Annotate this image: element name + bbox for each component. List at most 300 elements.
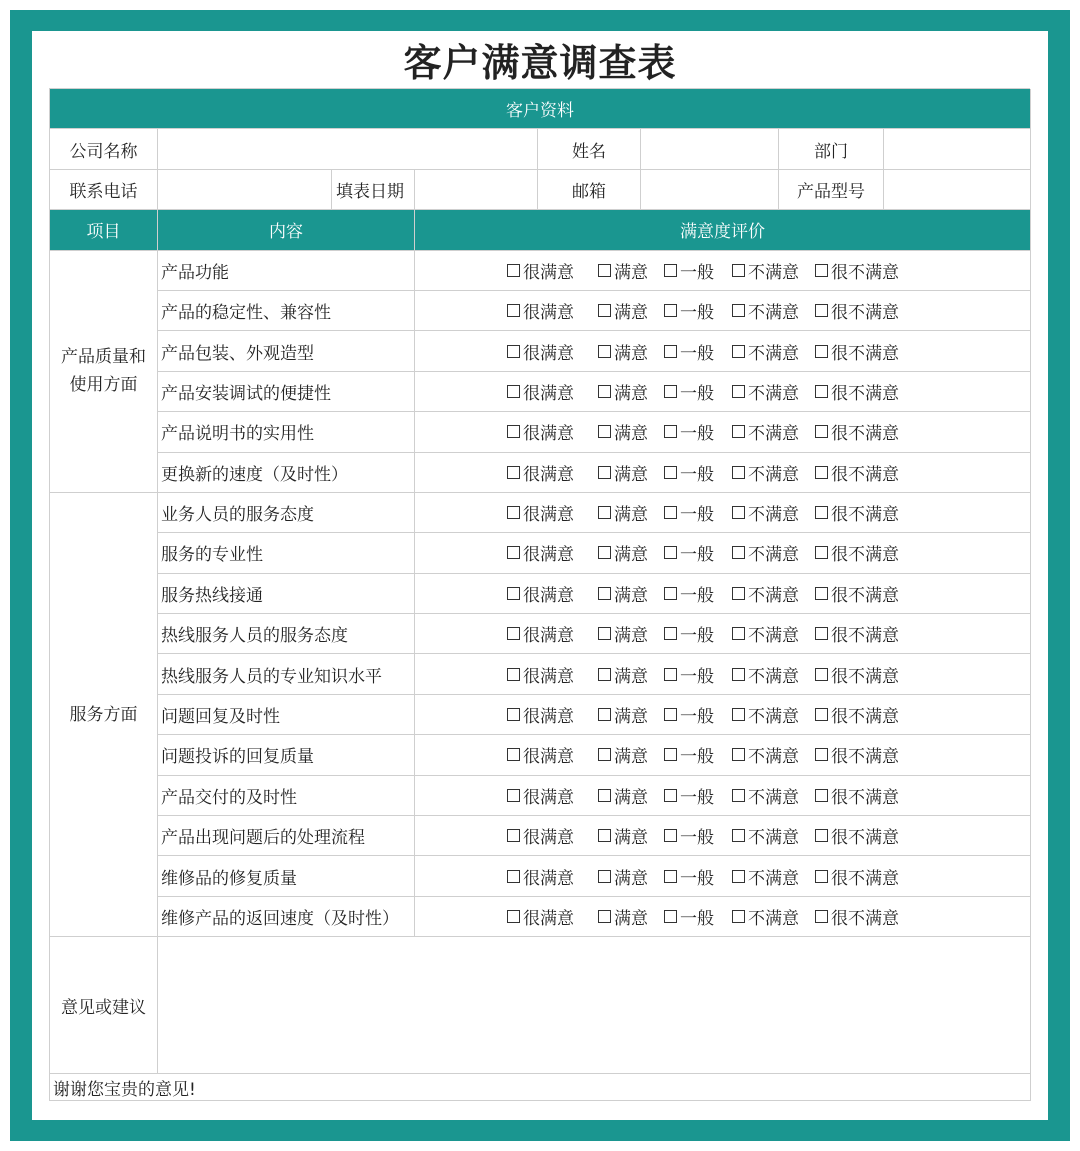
rating-option-label: 满意 xyxy=(614,303,648,324)
rating-option[interactable] xyxy=(815,298,899,323)
rating-options-row xyxy=(415,533,1031,573)
rating-option[interactable] xyxy=(732,581,799,606)
rating-option-label: 很不满意 xyxy=(831,505,899,526)
checkbox-icon[interactable] xyxy=(507,546,520,559)
rating-option[interactable] xyxy=(598,419,648,444)
rating-option-label: 一般 xyxy=(680,383,714,404)
checkbox-icon[interactable] xyxy=(507,910,520,923)
rating-option[interactable] xyxy=(815,339,899,364)
checkbox-icon[interactable] xyxy=(732,466,745,479)
rating-option[interactable] xyxy=(507,662,574,687)
rating-option-label: 一般 xyxy=(680,464,714,485)
rating-option[interactable] xyxy=(507,379,574,404)
rating-option-label: 很满意 xyxy=(523,424,574,445)
rating-option[interactable] xyxy=(598,864,648,889)
checkbox-icon[interactable] xyxy=(815,546,828,559)
category-product-quality: 产品质量和使用方面 xyxy=(50,251,158,493)
rating-options-row xyxy=(415,654,1031,694)
rating-options-row xyxy=(415,251,1031,291)
rating-option[interactable] xyxy=(732,864,799,889)
rating-option-label: 满意 xyxy=(614,383,648,404)
checkbox-icon[interactable] xyxy=(815,668,828,681)
rating-option[interactable] xyxy=(598,904,648,929)
rating-option[interactable] xyxy=(664,460,714,485)
rating-option[interactable] xyxy=(507,540,574,565)
checkbox-icon[interactable] xyxy=(598,748,611,761)
item-label: 问题回复及时性 xyxy=(158,695,415,735)
checkbox-icon[interactable] xyxy=(507,264,520,277)
rating-option[interactable] xyxy=(664,904,714,929)
rating-option-label: 很满意 xyxy=(523,828,574,849)
rating-option-label: 一般 xyxy=(680,828,714,849)
rating-option-label: 很不满意 xyxy=(831,424,899,445)
rating-options-row xyxy=(415,614,1031,654)
rating-option[interactable] xyxy=(732,500,799,525)
rating-option[interactable] xyxy=(664,783,714,808)
rating-option[interactable] xyxy=(815,783,899,808)
rating-option[interactable] xyxy=(507,339,574,364)
rating-option[interactable] xyxy=(664,339,714,364)
rating-options-row xyxy=(415,493,1031,533)
rating-option-label: 一般 xyxy=(680,666,714,687)
checkbox-icon[interactable] xyxy=(815,829,828,842)
rating-option-label: 很不满意 xyxy=(831,828,899,849)
checkbox-icon[interactable] xyxy=(507,466,520,479)
rating-option[interactable] xyxy=(664,298,714,323)
rating-option[interactable] xyxy=(598,823,648,848)
checkbox-icon[interactable] xyxy=(507,587,520,600)
rating-option[interactable] xyxy=(664,379,714,404)
rating-option-label: 很不满意 xyxy=(831,262,899,283)
rating-option[interactable] xyxy=(664,419,714,444)
rating-option-label: 不满意 xyxy=(748,505,799,526)
phone-label: 联系电话 xyxy=(50,170,158,210)
checkbox-icon[interactable] xyxy=(507,506,520,519)
rating-options-row xyxy=(415,816,1031,856)
rating-option[interactable] xyxy=(732,419,799,444)
rating-option-label: 很满意 xyxy=(523,909,574,929)
checkbox-icon[interactable] xyxy=(664,587,677,600)
checkbox-icon[interactable] xyxy=(815,506,828,519)
rating-option-label: 很满意 xyxy=(523,464,574,485)
rating-option[interactable] xyxy=(815,864,899,889)
checkbox-icon[interactable] xyxy=(815,627,828,640)
rating-option[interactable] xyxy=(598,621,648,646)
checkbox-icon[interactable] xyxy=(732,425,745,438)
checkbox-icon[interactable] xyxy=(598,870,611,883)
rating-option-label: 一般 xyxy=(680,424,714,445)
rating-options-row xyxy=(415,412,1031,452)
checkbox-icon[interactable] xyxy=(664,546,677,559)
rating-option-label: 不满意 xyxy=(748,747,799,768)
checkbox-icon[interactable] xyxy=(598,668,611,681)
rating-option-label: 很满意 xyxy=(523,262,574,283)
rating-option[interactable] xyxy=(598,500,648,525)
rating-option[interactable] xyxy=(664,702,714,727)
rating-option-label: 一般 xyxy=(680,343,714,364)
checkbox-icon[interactable] xyxy=(732,385,745,398)
checkbox-icon[interactable] xyxy=(732,910,745,923)
rating-option[interactable] xyxy=(732,540,799,565)
rating-option-label: 很不满意 xyxy=(831,343,899,364)
checkbox-icon[interactable] xyxy=(815,587,828,600)
rating-option[interactable] xyxy=(732,298,799,323)
checkbox-icon[interactable] xyxy=(598,546,611,559)
rating-option-label: 满意 xyxy=(614,464,648,485)
rating-option-label: 不满意 xyxy=(748,666,799,687)
product-model-field[interactable] xyxy=(884,170,1031,210)
checkbox-icon[interactable] xyxy=(732,708,745,721)
rating-option-label: 一般 xyxy=(680,303,714,324)
item-label: 服务热线接通 xyxy=(158,574,415,614)
rating-option-label: 满意 xyxy=(614,545,648,566)
survey-table xyxy=(49,88,1030,1101)
rating-option-label: 很满意 xyxy=(523,343,574,364)
rating-option[interactable] xyxy=(815,500,899,525)
rating-option[interactable] xyxy=(815,419,899,444)
rating-option-label: 很不满意 xyxy=(831,626,899,647)
rating-option[interactable] xyxy=(598,662,648,687)
rating-option-label: 很满意 xyxy=(523,383,574,404)
checkbox-icon[interactable] xyxy=(732,870,745,883)
checkbox-icon[interactable] xyxy=(664,910,677,923)
item-label: 产品出现问题后的处理流程 xyxy=(158,816,415,856)
checkbox-icon[interactable] xyxy=(664,425,677,438)
checkbox-icon[interactable] xyxy=(815,870,828,883)
rating-option[interactable] xyxy=(815,662,899,687)
checkbox-icon[interactable] xyxy=(507,789,520,802)
rating-option[interactable] xyxy=(507,702,574,727)
rating-option-label: 不满意 xyxy=(748,383,799,404)
rating-option-label: 满意 xyxy=(614,262,648,283)
category-service: 服务方面 xyxy=(50,493,158,937)
checkbox-icon[interactable] xyxy=(598,264,611,277)
checkbox-icon[interactable] xyxy=(732,789,745,802)
item-label: 热线服务人员的专业知识水平 xyxy=(158,654,415,694)
rating-option-label: 不满意 xyxy=(748,303,799,324)
rating-option[interactable] xyxy=(507,258,574,283)
rating-option[interactable] xyxy=(815,540,899,565)
checkbox-icon[interactable] xyxy=(815,708,828,721)
rating-option[interactable] xyxy=(664,864,714,889)
rating-option[interactable] xyxy=(815,258,899,283)
rating-option[interactable] xyxy=(507,621,574,646)
rating-option-label: 很不满意 xyxy=(831,909,899,929)
checkbox-icon[interactable] xyxy=(507,708,520,721)
fill-date-field[interactable] xyxy=(415,170,538,210)
rating-option[interactable] xyxy=(732,379,799,404)
checkbox-icon[interactable] xyxy=(815,345,828,358)
checkbox-icon[interactable] xyxy=(732,748,745,761)
rating-option-label: 满意 xyxy=(614,343,648,364)
rating-option-label: 满意 xyxy=(614,666,648,687)
rating-option-label: 很满意 xyxy=(523,666,574,687)
rating-option-label: 满意 xyxy=(614,626,648,647)
rating-option[interactable] xyxy=(815,823,899,848)
name-field[interactable] xyxy=(641,129,779,169)
checkbox-icon[interactable] xyxy=(598,466,611,479)
fill-date-label: 填表日期 xyxy=(331,170,404,209)
rating-option-label: 很满意 xyxy=(523,585,574,606)
rating-option[interactable] xyxy=(815,621,899,646)
checkbox-icon[interactable] xyxy=(507,829,520,842)
rating-option[interactable] xyxy=(598,258,648,283)
rating-option-label: 很满意 xyxy=(523,505,574,526)
rating-option[interactable] xyxy=(732,783,799,808)
rating-option[interactable] xyxy=(664,621,714,646)
rating-option[interactable] xyxy=(507,581,574,606)
rating-option[interactable] xyxy=(815,702,899,727)
checkbox-icon[interactable] xyxy=(598,425,611,438)
rating-option[interactable] xyxy=(732,460,799,485)
item-label: 产品功能 xyxy=(158,251,415,291)
checkbox-icon[interactable] xyxy=(815,910,828,923)
rating-option[interactable] xyxy=(815,379,899,404)
rating-option[interactable] xyxy=(664,500,714,525)
rating-option[interactable] xyxy=(598,742,648,767)
rating-options-row xyxy=(415,897,1031,937)
checkbox-icon[interactable] xyxy=(664,870,677,883)
checkbox-icon[interactable] xyxy=(732,627,745,640)
page-title: 客户满意调查表 xyxy=(403,41,677,85)
rating-option-label: 不满意 xyxy=(748,828,799,849)
checkbox-icon[interactable] xyxy=(664,466,677,479)
rating-options-row xyxy=(415,574,1031,614)
rating-option-label: 不满意 xyxy=(748,909,799,929)
customer-info-header: 客户资料 xyxy=(50,89,1031,129)
checkbox-icon[interactable] xyxy=(815,466,828,479)
rating-option-label: 一般 xyxy=(680,707,714,728)
checkbox-icon[interactable] xyxy=(664,627,677,640)
feedback-label: 意见或建议 xyxy=(50,937,158,1074)
checkbox-icon[interactable] xyxy=(598,829,611,842)
item-label: 热线服务人员的服务态度 xyxy=(158,614,415,654)
rating-column-header: 满意度评价 xyxy=(415,210,1031,250)
company-name-label: 公司名称 xyxy=(50,129,158,169)
checkbox-icon[interactable] xyxy=(732,587,745,600)
rating-option-label: 很不满意 xyxy=(831,666,899,687)
rating-option[interactable] xyxy=(664,581,714,606)
rating-option[interactable] xyxy=(507,823,574,848)
rating-options-row xyxy=(415,776,1031,816)
item-label: 产品交付的及时性 xyxy=(158,776,415,816)
rating-option-label: 不满意 xyxy=(748,545,799,566)
checkbox-icon[interactable] xyxy=(507,668,520,681)
rating-option-label: 一般 xyxy=(680,262,714,283)
rating-option[interactable] xyxy=(507,500,574,525)
rating-option-label: 一般 xyxy=(680,909,714,929)
item-label: 维修产品的返回速度（及时性） xyxy=(158,897,415,937)
rating-options-row xyxy=(415,856,1031,896)
rating-option[interactable] xyxy=(598,540,648,565)
rating-option-label: 不满意 xyxy=(748,787,799,808)
rating-option-label: 一般 xyxy=(680,747,714,768)
rating-option-label: 很不满意 xyxy=(831,303,899,324)
email-field[interactable] xyxy=(641,170,779,210)
rating-option-label: 一般 xyxy=(680,585,714,606)
checkbox-icon[interactable] xyxy=(598,708,611,721)
checkbox-icon[interactable] xyxy=(732,829,745,842)
checkbox-icon[interactable] xyxy=(598,910,611,923)
email-label: 邮箱 xyxy=(538,170,641,210)
checkbox-icon[interactable] xyxy=(598,587,611,600)
checkbox-icon[interactable] xyxy=(664,789,677,802)
rating-option[interactable] xyxy=(815,904,899,929)
rating-option-label: 不满意 xyxy=(748,262,799,283)
checkbox-icon[interactable] xyxy=(664,385,677,398)
rating-option[interactable] xyxy=(664,823,714,848)
rating-option[interactable] xyxy=(664,540,714,565)
feedback-field[interactable] xyxy=(158,937,1031,1074)
rating-option-label: 满意 xyxy=(614,707,648,728)
checkbox-icon[interactable] xyxy=(815,789,828,802)
rating-option-label: 很满意 xyxy=(523,868,574,889)
department-field[interactable] xyxy=(884,129,1031,169)
checkbox-icon[interactable] xyxy=(598,627,611,640)
checkbox-icon[interactable] xyxy=(732,668,745,681)
checkbox-icon[interactable] xyxy=(598,304,611,317)
thank-you-note: 谢谢您宝贵的意见! xyxy=(50,1074,1031,1101)
item-label: 服务的专业性 xyxy=(158,533,415,573)
item-label: 问题投诉的回复质量 xyxy=(158,735,415,775)
rating-option[interactable] xyxy=(507,742,574,767)
rating-option-label: 满意 xyxy=(614,868,648,889)
checkbox-icon[interactable] xyxy=(664,345,677,358)
checkbox-icon[interactable] xyxy=(732,304,745,317)
rating-option-label: 不满意 xyxy=(748,343,799,364)
rating-option[interactable] xyxy=(507,460,574,485)
checkbox-icon[interactable] xyxy=(664,304,677,317)
checkbox-icon[interactable] xyxy=(507,345,520,358)
rating-option[interactable] xyxy=(815,742,899,767)
rating-option[interactable] xyxy=(732,258,799,283)
rating-option-label: 一般 xyxy=(680,505,714,526)
checkbox-icon[interactable] xyxy=(664,506,677,519)
rating-option-label: 很满意 xyxy=(523,626,574,647)
checkbox-icon[interactable] xyxy=(732,546,745,559)
checkbox-icon[interactable] xyxy=(507,870,520,883)
rating-options-row xyxy=(415,453,1031,493)
rating-option-label: 满意 xyxy=(614,505,648,526)
checkbox-icon[interactable] xyxy=(732,264,745,277)
rating-option[interactable] xyxy=(598,298,648,323)
item-label: 产品包装、外观造型 xyxy=(158,331,415,371)
phone-field[interactable] xyxy=(158,170,415,210)
rating-options-row xyxy=(415,372,1031,412)
rating-option-label: 很不满意 xyxy=(831,707,899,728)
rating-option-label: 一般 xyxy=(680,626,714,647)
checkbox-icon[interactable] xyxy=(815,425,828,438)
rating-option[interactable] xyxy=(732,702,799,727)
rating-option[interactable] xyxy=(664,662,714,687)
checkbox-icon[interactable] xyxy=(507,425,520,438)
name-label: 姓名 xyxy=(538,129,641,169)
checkbox-icon[interactable] xyxy=(507,385,520,398)
rating-option-label: 很满意 xyxy=(523,707,574,728)
rating-option[interactable] xyxy=(732,339,799,364)
rating-option[interactable] xyxy=(598,339,648,364)
rating-option[interactable] xyxy=(732,904,799,929)
rating-option-label: 满意 xyxy=(614,747,648,768)
checkbox-icon[interactable] xyxy=(815,304,828,317)
rating-option-label: 很不满意 xyxy=(831,787,899,808)
rating-options-row xyxy=(415,291,1031,331)
rating-option[interactable] xyxy=(815,581,899,606)
rating-option-label: 不满意 xyxy=(748,626,799,647)
checkbox-icon[interactable] xyxy=(664,708,677,721)
rating-option[interactable] xyxy=(507,904,574,929)
checkbox-icon[interactable] xyxy=(598,385,611,398)
rating-option[interactable] xyxy=(598,702,648,727)
rating-option-label: 不满意 xyxy=(748,707,799,728)
rating-option[interactable] xyxy=(598,783,648,808)
checkbox-icon[interactable] xyxy=(507,627,520,640)
rating-option[interactable] xyxy=(664,258,714,283)
content-column-header: 内容 xyxy=(158,210,415,250)
company-name-field[interactable] xyxy=(158,129,538,169)
rating-option-label: 很满意 xyxy=(523,747,574,768)
rating-option[interactable] xyxy=(598,379,648,404)
checkbox-icon[interactable] xyxy=(815,264,828,277)
rating-option[interactable] xyxy=(732,823,799,848)
rating-option-label: 很满意 xyxy=(523,787,574,808)
checkbox-icon[interactable] xyxy=(664,668,677,681)
rating-option-label: 很满意 xyxy=(523,545,574,566)
rating-option[interactable] xyxy=(507,783,574,808)
checkbox-icon[interactable] xyxy=(732,345,745,358)
checkbox-icon[interactable] xyxy=(815,748,828,761)
checkbox-icon[interactable] xyxy=(664,264,677,277)
rating-option-label: 满意 xyxy=(614,585,648,606)
rating-option-label: 很不满意 xyxy=(831,868,899,889)
rating-option[interactable] xyxy=(507,419,574,444)
rating-option[interactable] xyxy=(732,621,799,646)
checkbox-icon[interactable] xyxy=(664,748,677,761)
checkbox-icon[interactable] xyxy=(815,385,828,398)
checkbox-icon[interactable] xyxy=(732,506,745,519)
rating-option[interactable] xyxy=(815,460,899,485)
rating-option-label: 不满意 xyxy=(748,868,799,889)
rating-option[interactable] xyxy=(507,298,574,323)
rating-option[interactable] xyxy=(732,662,799,687)
rating-option-label: 很不满意 xyxy=(831,464,899,485)
checkbox-icon[interactable] xyxy=(664,829,677,842)
rating-options-row xyxy=(415,331,1031,371)
rating-option-label: 满意 xyxy=(614,909,648,929)
rating-option[interactable] xyxy=(507,864,574,889)
checkbox-icon[interactable] xyxy=(507,304,520,317)
checkbox-icon[interactable] xyxy=(598,789,611,802)
rating-option[interactable] xyxy=(598,581,648,606)
item-label: 业务人员的服务态度 xyxy=(158,493,415,533)
item-label: 产品的稳定性、兼容性 xyxy=(158,291,415,331)
rating-option-label: 很不满意 xyxy=(831,747,899,768)
rating-option-label: 满意 xyxy=(614,424,648,445)
checkbox-icon[interactable] xyxy=(507,748,520,761)
rating-option[interactable] xyxy=(598,460,648,485)
rating-option-label: 一般 xyxy=(680,545,714,566)
rating-option-label: 不满意 xyxy=(748,585,799,606)
rating-option[interactable] xyxy=(732,742,799,767)
product-model-label: 产品型号 xyxy=(779,170,884,210)
checkbox-icon[interactable] xyxy=(598,506,611,519)
item-label: 更换新的速度（及时性） xyxy=(158,453,415,493)
rating-option[interactable] xyxy=(664,742,714,767)
item-label: 维修品的修复质量 xyxy=(158,856,415,896)
checkbox-icon[interactable] xyxy=(598,345,611,358)
rating-option-label: 满意 xyxy=(614,828,648,849)
department-label: 部门 xyxy=(779,129,884,169)
